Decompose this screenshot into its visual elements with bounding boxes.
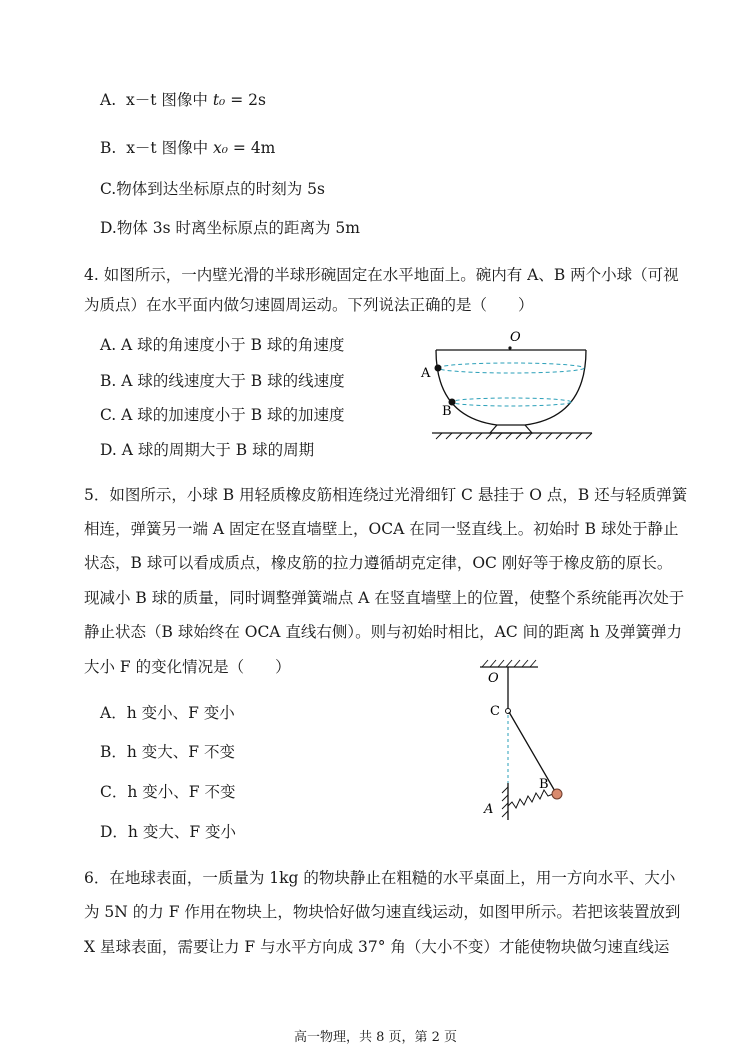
spring-label-a: A xyxy=(484,802,494,817)
orbit-a xyxy=(438,363,584,373)
spring-label-c: C xyxy=(490,704,500,719)
q4-stem-line-1: 4. 如图所示，一内壁光滑的半球形碗固定在水平地面上。碗内有 A、B 两个小球（可视 xyxy=(84,266,679,284)
spring-label-b: B xyxy=(539,777,549,792)
q5-option-c: C．h 变小、F 不变 xyxy=(100,783,236,801)
bowl-label-a: A xyxy=(421,366,431,381)
q5-stem-line-5: 静止状态（B 球始终在 OCA 直线右侧）。则与初始时相比，AC 间的距离 h 及弹簧弹力 xyxy=(84,623,683,641)
q3-option-d: D.物体 3s 时离坐标原点的距离为 5m xyxy=(100,219,360,237)
spring xyxy=(508,790,553,808)
bowl-center-point xyxy=(508,346,511,349)
rubber-band xyxy=(509,712,556,793)
q5-stem-line-2: 相连，弹簧另一端 A 固定在竖直墙壁上，OCA 在同一竖直线上。初始时 B 球处于静止 xyxy=(84,520,679,538)
q4-option-d: D. A 球的周期大于 B 球的周期 xyxy=(100,441,315,459)
bowl-outline xyxy=(436,350,586,425)
q4-option-a: A. A 球的角速度小于 B 球的角速度 xyxy=(100,336,345,354)
q5-stem-line-4: 现减小 B 球的质量，同时调整弹簧端点 A 在竖直墙壁上的位置，使整个系统能再次处于 xyxy=(84,589,685,607)
ground-hatching xyxy=(436,433,592,439)
q3-option-c: C.物体到达坐标原点的时刻为 5s xyxy=(100,180,325,198)
q4-option-c: C. A 球的加速度小于 B 球的加速度 xyxy=(100,406,345,424)
spring-label-o: O xyxy=(488,671,499,686)
q3-option-a: A. x－t 图像中 t₀ = 2s xyxy=(100,91,266,109)
bowl-stand xyxy=(490,425,532,433)
page-footer: 高一物理，共 8 页，第 2 页 xyxy=(293,1030,458,1045)
q4-option-b: B. A 球的线速度大于 B 球的线速度 xyxy=(100,372,345,390)
spring-figure xyxy=(470,655,580,820)
q6-stem-line-2: 为 5N 的力 F 作用在物块上，物块恰好做匀速直线运动，如图甲所示。若把该装置放到 xyxy=(84,903,681,921)
bowl-label-o: O xyxy=(510,330,521,345)
q6-stem-line-3: X 星球表面，需要让力 F 与水平方向成 37° 角（大小不变）才能使物块做匀速直线运 xyxy=(84,938,670,956)
ball-a xyxy=(435,365,442,372)
q5-stem-line-3: 状态，B 球可以看成质点，橡皮筋的拉力遵循胡克定律，OC 刚好等于橡皮筋的原长。 xyxy=(84,554,673,572)
q5-stem-line-1: 5．如图所示，小球 B 用轻质橡皮筋相连绕过光滑细钉 C 悬挂于 O 点，B 还与轻质弹簧 xyxy=(84,486,688,504)
bowl-label-b: B xyxy=(442,404,452,419)
wall-hatching xyxy=(502,787,508,817)
q5-stem-line-6: 大小 F 的变化情况是（ ） xyxy=(84,658,291,676)
orbit-b xyxy=(451,398,571,406)
q5-option-a: A．h 变小、F 变小 xyxy=(100,704,235,722)
ball-b xyxy=(552,789,562,799)
q5-option-b: B．h 变大、F 不变 xyxy=(100,743,235,761)
q4-stem-line-2: 为质点）在水平面内做匀速圆周运动。下列说法正确的是（ ） xyxy=(84,296,534,314)
q5-option-d: D．h 变大、F 变小 xyxy=(100,823,237,841)
ceiling-hatching xyxy=(482,660,536,667)
bowl-figure xyxy=(412,325,612,450)
q6-stem-line-1: 6．在地球表面，一质量为 1kg 的物块静止在粗糙的水平桌面上，用一方向水平、大小 xyxy=(84,869,676,887)
q3-option-b: B. x－t 图像中 x₀ = 4m xyxy=(100,139,276,157)
